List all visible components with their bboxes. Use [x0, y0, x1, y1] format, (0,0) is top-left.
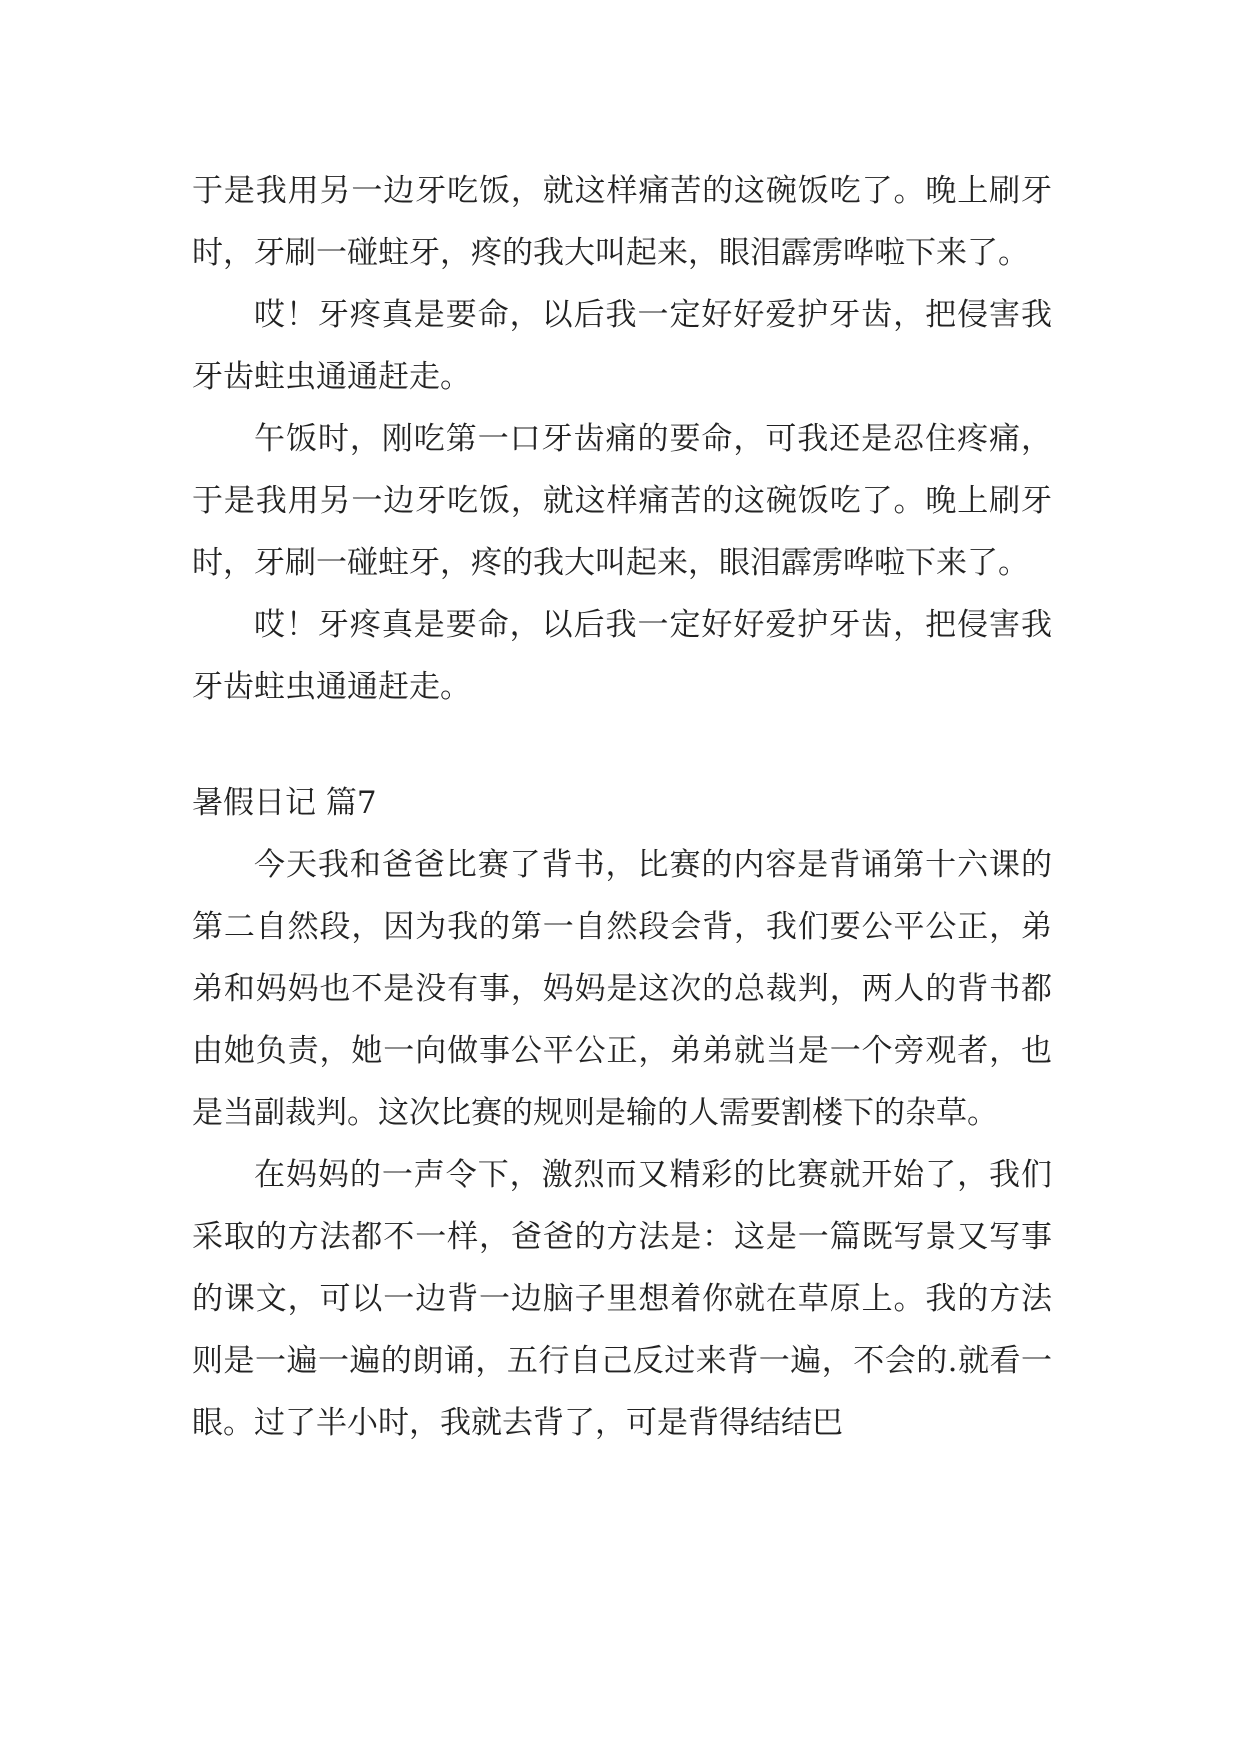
paragraph: 午饭时，刚吃第一口牙齿痛的要命，可我还是忍住疼痛，于是我用另一边牙吃饭，就这样痛苦的这碗饭吃了。晚上刷牙时，牙刷一碰蛀牙，疼的我大叫起来，眼泪霹雳哗啦下来了。	[192, 421, 1052, 581]
paragraph: 今天我和爸爸比赛了背书，比赛的内容是背诵第十六课的第二自然段，因为我的第一自然段会背，我们要公平公正，弟弟和妈妈也不是没有事，妈妈是这次的总裁判，两人的背书都由她负责，她一向做事公平公正，弟弟就当是一个旁观者，也是当副裁判。这次比赛的规则是输的人需要割楼下的杂草。	[192, 847, 1052, 1131]
paragraph-continued: 于是我用另一边牙吃饭，就这样痛苦的这碗饭吃了。晚上刷牙时，牙刷一碰蛀牙，疼的我大叫起来，眼泪霹雳哗啦下来了。	[192, 173, 1052, 271]
paragraph: 哎！牙疼真是要命，以后我一定好好爱护牙齿，把侵害我牙齿蛀虫通通赶走。	[192, 607, 1052, 705]
section-heading: 暑假日记 篇7	[192, 785, 377, 821]
paragraph: 哎！牙疼真是要命，以后我一定好好爱护牙齿，把侵害我牙齿蛀虫通通赶走。	[192, 297, 1052, 395]
document-body	[192, 160, 1052, 1454]
paragraph: 在妈妈的一声令下，激烈而又精彩的比赛就开始了，我们采取的方法都不一样，爸爸的方法是：这是一篇既写景又写事的课文，可以一边背一边脑子里想着你就在草原上。我的方法则是一遍一遍的朗诵，五行自己反过来背一遍，不会的.就看一眼。过了半小时，我就去背了，可是背得结结巴	[192, 1157, 1052, 1441]
